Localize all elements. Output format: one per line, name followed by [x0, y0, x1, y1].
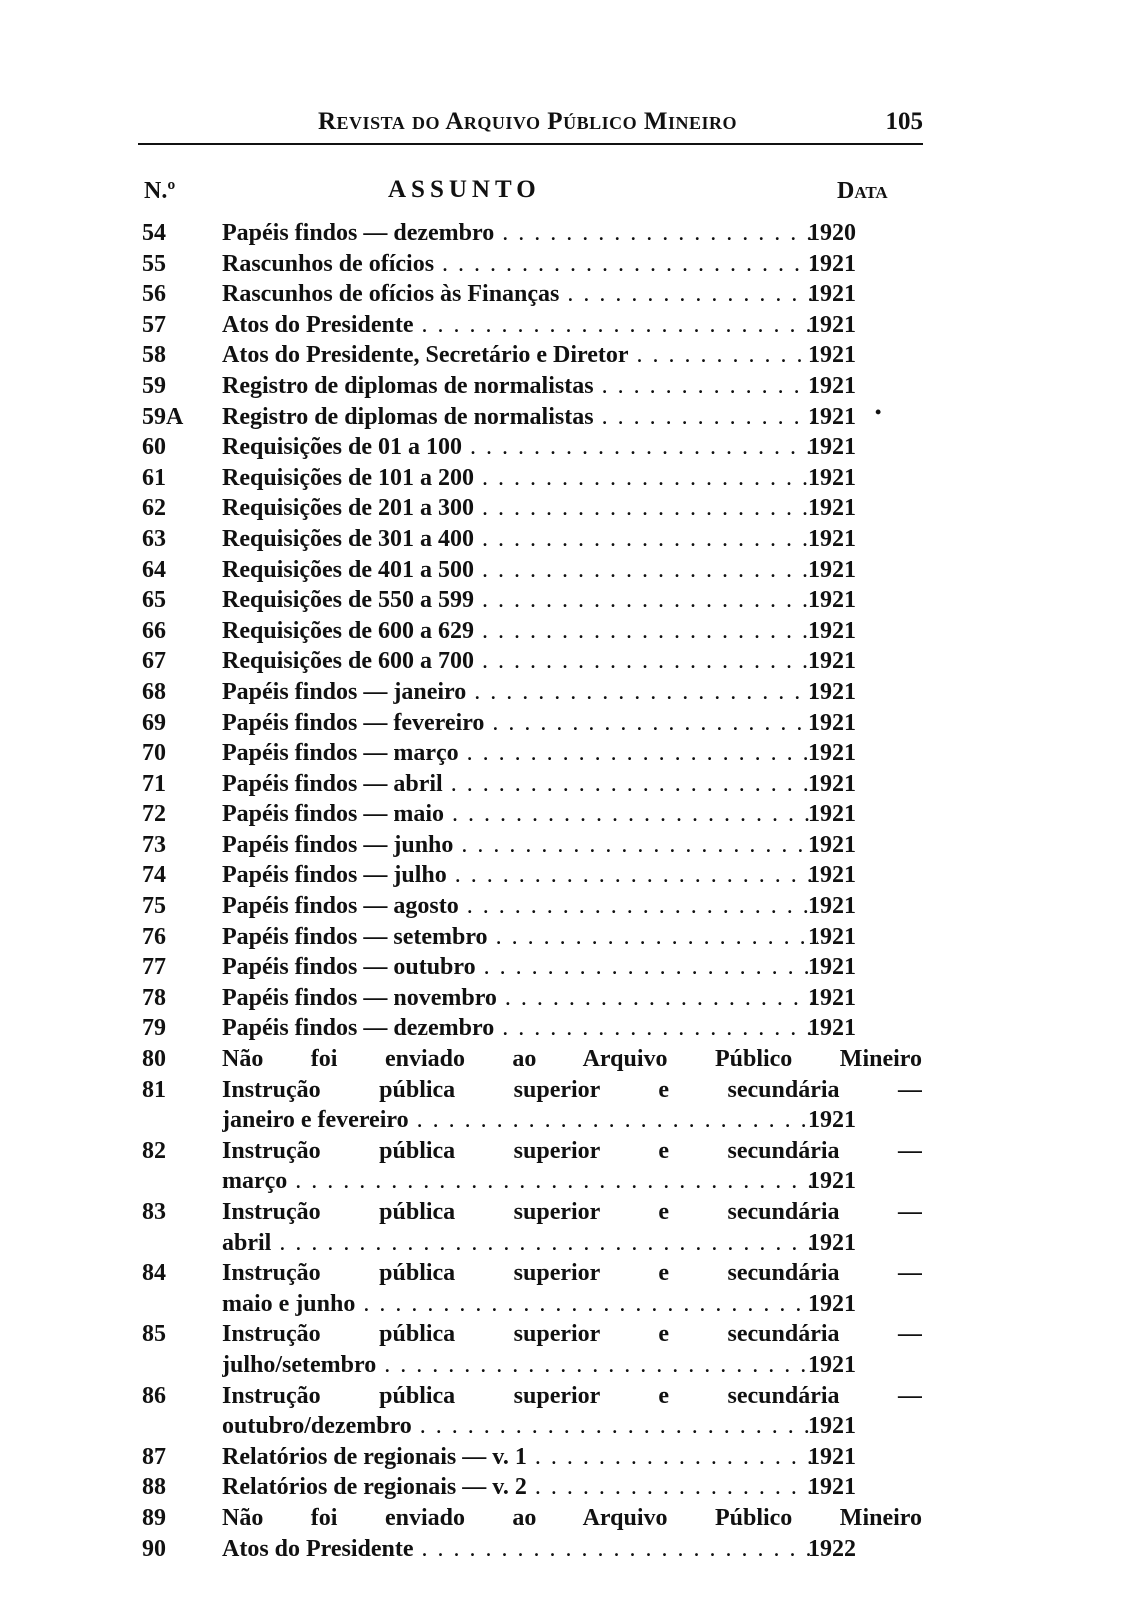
table-row	[138, 401, 923, 435]
entry-subject: Instrução pública superior e secundária —	[222, 1137, 922, 1164]
table-row	[138, 1536, 923, 1567]
entry-number: 60	[142, 434, 166, 461]
entry-number: 68	[142, 678, 166, 705]
entry-number: 89	[142, 1504, 166, 1531]
entry-mark: •	[875, 401, 882, 422]
entry-number: 80	[142, 1046, 166, 1073]
entry-number: 61	[142, 464, 166, 491]
table-row	[138, 1168, 923, 1199]
entry-subject: maio e junho . . .	[222, 1291, 818, 1318]
entry-number: 79	[142, 1015, 166, 1042]
table-row	[138, 1138, 923, 1169]
entry-subject: Requisições de 401 a 500 . . .	[222, 557, 818, 584]
table-row	[138, 832, 923, 863]
entry-subject: Relatórios de regionais — v. 1 . . .	[222, 1444, 818, 1471]
entry-number: 88	[142, 1474, 166, 1501]
entry-date: 1921	[808, 1351, 856, 1378]
entry-number: 65	[142, 587, 166, 614]
table-row	[138, 893, 923, 924]
entry-subject: Requisições de 600 a 629 . . .	[222, 618, 818, 645]
entry-number: 90	[142, 1535, 166, 1562]
column-header-date: Data	[837, 178, 888, 204]
table-row	[138, 1383, 923, 1414]
table-row	[138, 954, 923, 985]
header-rule	[138, 143, 923, 145]
entry-date: 1921	[808, 893, 856, 920]
table-row	[138, 1444, 923, 1475]
table-row	[138, 342, 923, 373]
entry-subject: Papéis findos — junho . . .	[222, 832, 818, 859]
entry-date: 1921	[808, 1107, 856, 1134]
table-row	[138, 801, 923, 832]
column-header-number: N.º	[144, 178, 176, 204]
table-row	[138, 434, 923, 465]
entry-number: 67	[142, 648, 166, 675]
entry-date: 1922	[808, 1535, 856, 1562]
entry-number: 77	[142, 954, 166, 981]
table-row	[138, 587, 923, 618]
entry-subject: Não foi enviado ao Arquivo Público Mineiro	[222, 1046, 922, 1073]
table-row	[138, 1199, 923, 1230]
entry-date: 1921	[808, 1474, 856, 1501]
entry-subject: Instrução pública superior e secundária —	[222, 1076, 922, 1103]
table-row	[138, 373, 923, 404]
entry-date: 1921	[808, 954, 856, 981]
entry-date: 1921	[808, 556, 856, 583]
table-row	[138, 1107, 923, 1138]
entry-number: 63	[142, 525, 166, 552]
entry-subject: Requisições de 01 a 100 . . .	[222, 434, 818, 461]
table-row	[138, 495, 923, 526]
entry-subject: Instrução pública superior e secundária —	[222, 1382, 922, 1409]
entry-date: 1921	[808, 587, 856, 614]
entry-subject: Papéis findos — agosto . . .	[222, 893, 818, 920]
table-row	[138, 220, 923, 251]
entry-number: 55	[142, 250, 166, 277]
entry-subject: Papéis findos — novembro . . .	[222, 985, 818, 1012]
entry-date: 1921	[808, 403, 856, 430]
entry-date: 1921	[808, 281, 856, 308]
entry-subject: Requisições de 600 a 700 . . .	[222, 648, 818, 675]
entry-subject: Atos do Presidente . . .	[222, 312, 818, 339]
entry-number: 83	[142, 1199, 166, 1225]
entry-subject: Papéis findos — dezembro . . .	[222, 220, 818, 247]
entry-date: 1921	[808, 311, 856, 338]
table-row	[138, 618, 923, 649]
entry-subject: Atos do Presidente, Secretário e Diretor . . .	[222, 342, 818, 369]
entry-subject: Papéis findos — abril . . .	[222, 771, 818, 798]
table-row	[138, 251, 923, 282]
entry-subject: março . . .	[222, 1168, 818, 1195]
entry-number: 56	[142, 281, 166, 308]
entry-date: 1921	[808, 1413, 856, 1440]
page-number: 105	[885, 108, 923, 135]
entry-date: 1921	[808, 770, 856, 797]
entry-number: 54	[142, 220, 166, 246]
table-row	[138, 281, 923, 312]
table-row	[138, 1321, 923, 1352]
entry-number: 76	[142, 923, 166, 950]
entry-number: 69	[142, 709, 166, 736]
table-row	[138, 1474, 923, 1505]
table-row	[138, 1046, 923, 1077]
table-row	[138, 1413, 923, 1444]
table-row	[138, 1015, 923, 1046]
entry-number: 70	[142, 740, 166, 767]
entry-subject: outubro/dezembro . . .	[222, 1413, 818, 1440]
entry-date: 1921	[808, 709, 856, 736]
table-row	[138, 1505, 923, 1536]
entry-subject: Requisições de 101 a 200 . . .	[222, 465, 818, 492]
table-row	[138, 771, 923, 802]
entry-subject: Requisições de 201 a 300 . . .	[222, 495, 818, 522]
table-row	[138, 1291, 923, 1322]
entry-number: 59	[142, 372, 166, 399]
table-row	[138, 985, 923, 1016]
entry-date: 1921	[808, 984, 856, 1011]
entry-subject: Rascunhos de ofícios . . .	[222, 251, 818, 278]
table-row	[138, 679, 923, 710]
table-row	[138, 465, 923, 496]
entry-date: 1921	[808, 372, 856, 399]
entry-subject: Relatórios de regionais — v. 2 . . .	[222, 1474, 818, 1501]
column-headers	[138, 178, 923, 208]
table-row	[138, 557, 923, 588]
entry-date: 1921	[808, 617, 856, 644]
table-row	[138, 1260, 923, 1291]
entry-date: 1921	[808, 678, 856, 705]
table-row	[138, 1352, 923, 1383]
entry-subject: Papéis findos — dezembro . . .	[222, 1015, 818, 1042]
entry-number: 73	[142, 831, 166, 858]
entry-number: 74	[142, 862, 166, 889]
entry-subject: abril . . .	[222, 1230, 818, 1257]
table-row	[138, 526, 923, 557]
entry-subject: Registro de diplomas de normalistas . . .	[222, 373, 818, 400]
entry-subject: Instrução pública superior e secundária —	[222, 1260, 922, 1287]
entry-date: 1921	[808, 250, 856, 277]
entry-date: 1921	[808, 648, 856, 675]
table-row	[138, 862, 923, 893]
entry-date: 1921	[808, 1229, 856, 1256]
entry-date: 1921	[808, 525, 856, 552]
entry-subject: Rascunhos de ofícios às Finanças . . .	[222, 281, 818, 308]
entry-subject: Papéis findos — setembro . . .	[222, 924, 818, 951]
entry-number: 72	[142, 801, 166, 828]
table-row	[138, 710, 923, 741]
entry-subject: Requisições de 550 a 599 . . .	[222, 587, 818, 614]
entry-date: 1921	[808, 740, 856, 767]
entry-number: 71	[142, 770, 166, 797]
entry-date: 1921	[808, 495, 856, 522]
entry-date: 1921	[808, 1168, 856, 1195]
entry-date: 1921	[808, 801, 856, 828]
entry-number: 82	[142, 1137, 166, 1164]
column-header-subject: ASSUNTO	[388, 176, 541, 203]
entry-number: 57	[142, 311, 166, 338]
entry-number: 75	[142, 893, 166, 920]
table-row	[138, 924, 923, 955]
entry-subject: Atos do Presidente . . .	[222, 1536, 818, 1563]
entry-subject: julho/setembro . . .	[222, 1352, 818, 1379]
entry-subject: Instrução pública superior e secundária —	[222, 1199, 922, 1225]
entry-date: 1921	[808, 1443, 856, 1470]
entry-date: 1921	[808, 464, 856, 491]
entry-date: 1921	[808, 831, 856, 858]
entry-subject: Não foi enviado ao Arquivo Público Mineiro	[222, 1504, 922, 1531]
running-head	[138, 106, 923, 142]
entry-subject: Instrução pública superior e secundária —	[222, 1321, 922, 1348]
table-row	[138, 312, 923, 343]
entry-date: 1920	[808, 220, 856, 246]
entry-number: 59A	[142, 403, 184, 430]
entries-list	[138, 220, 923, 1566]
entry-number: 78	[142, 984, 166, 1011]
entry-subject: Papéis findos — julho . . .	[222, 862, 818, 889]
entry-date: 1921	[808, 342, 856, 369]
entry-subject: Papéis findos — março . . .	[222, 740, 818, 767]
entry-number: 85	[142, 1321, 166, 1348]
entry-date: 1921	[808, 1015, 856, 1042]
entry-date: 1921	[808, 1290, 856, 1317]
running-title: Revista do Arquivo Público Mineiro	[318, 108, 737, 135]
entry-subject: Requisições de 301 a 400 . . .	[222, 526, 818, 553]
entry-number: 84	[142, 1260, 166, 1287]
entry-subject: janeiro e fevereiro . . .	[222, 1107, 818, 1134]
entry-date: 1921	[808, 862, 856, 889]
entry-subject: Papéis findos — fevereiro . . .	[222, 710, 818, 737]
entry-subject: Papéis findos — janeiro . . .	[222, 679, 818, 706]
entry-number: 87	[142, 1443, 166, 1470]
entry-subject: Papéis findos — maio . . .	[222, 801, 818, 828]
entry-number: 81	[142, 1076, 166, 1103]
entry-number: 66	[142, 617, 166, 644]
entry-subject: Registro de diplomas de normalistas . . .	[222, 404, 818, 431]
entry-number: 62	[142, 495, 166, 522]
entry-date: 1921	[808, 923, 856, 950]
table-row	[138, 740, 923, 771]
entry-subject: Papéis findos — outubro . . .	[222, 954, 818, 981]
entry-number: 64	[142, 556, 166, 583]
table-row	[138, 1077, 923, 1108]
entry-date: 1921	[808, 434, 856, 461]
table-row	[138, 1230, 923, 1261]
table-row	[138, 648, 923, 679]
entry-number: 86	[142, 1382, 166, 1409]
entry-number: 58	[142, 342, 166, 369]
